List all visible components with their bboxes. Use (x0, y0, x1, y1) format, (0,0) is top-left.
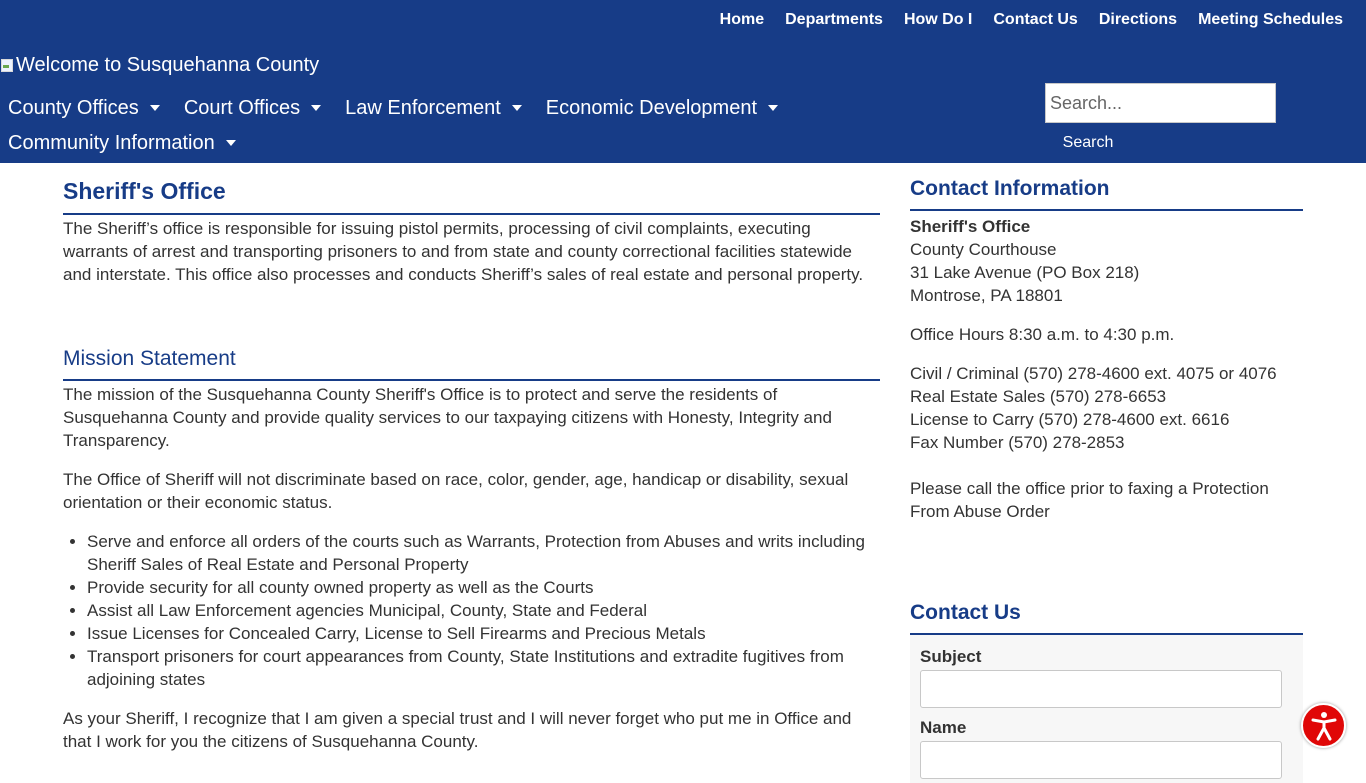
nav-community-information[interactable] (8, 128, 236, 158)
caret-down-icon (150, 105, 160, 111)
address-line: Montrose, PA 18801 (910, 286, 1063, 305)
site-header (0, 0, 1366, 163)
page-title: Sheriff's Office (63, 175, 880, 215)
top-nav-home[interactable]: Home (719, 11, 765, 28)
office-address-block (910, 215, 1303, 307)
subject-label: Subject (920, 647, 982, 666)
phone-line: Fax Number (570) 278-2853 (910, 433, 1125, 452)
office-name: Sheriff's Office (910, 217, 1031, 236)
list-item: • Serve and enforce all orders of the courts such as Warrants, Protection from Abuses and writs including Sheriff Sales of Real Estate and Personal Property (87, 530, 880, 576)
fax-note: Please call the office prior to faxing a Protection From Abuse Order (910, 479, 1269, 521)
phone-line: License to Carry (570) 278-4600 ext. 6616 (910, 410, 1230, 429)
accessibility-button[interactable] (1301, 703, 1346, 748)
caret-down-icon (226, 140, 236, 146)
name-label: Name (920, 718, 967, 737)
closing-paragraph: As your Sheriff, I recognize that I am given a special trust and I will never forget who put me in Office and that I work for you the citizens of Susquehanna County. (63, 709, 852, 751)
main-content (63, 175, 880, 769)
nav-law-enforcement[interactable] (345, 93, 522, 123)
phone-line: Civil / Criminal (570) 278-4600 ext. 4075 or 4076 (910, 364, 1277, 383)
caret-down-icon (311, 105, 321, 111)
intro-paragraph: The Sheriff’s office is responsible for issuing pistol permits, processing of civil complaints, executing warrants of arrest and transporting prisoners to and from state and county correctional facilities statewide and interstate. This office also processes and conducts Sheriff’s sales of real estate and personal property. (63, 219, 864, 284)
nav-label: County Offices (8, 96, 139, 119)
office-hours: Office Hours 8:30 a.m. to 4:30 p.m. (910, 325, 1175, 344)
contact-info-heading: Contact Information (910, 175, 1303, 211)
list-item: • Issue Licenses for Concealed Carry, License to Sell Firearms and Precious Metals (87, 622, 880, 645)
mission-heading: Mission Statement (63, 345, 880, 381)
name-field[interactable] (920, 741, 1282, 779)
nav-label: Economic Development (545, 96, 758, 119)
top-nav (699, 9, 1343, 31)
contact-us-heading: Contact Us (910, 599, 1303, 635)
search-input[interactable] (1045, 83, 1276, 123)
list-item: • Assist all Law Enforcement agencies Municipal, County, State and Federal (87, 599, 880, 622)
top-nav-directions[interactable]: Directions (1098, 11, 1178, 28)
top-nav-contact-us[interactable]: Contact Us (993, 11, 1078, 28)
main-nav (8, 90, 808, 160)
logo-alt-text: Welcome to Susquehanna County (16, 54, 320, 76)
accessibility-person-icon (1311, 711, 1337, 741)
phone-line: Real Estate Sales (570) 278-6653 (910, 387, 1167, 406)
caret-down-icon (512, 105, 522, 111)
nondiscrimination-paragraph: The Office of Sheriff will not discriminate based on race, color, gender, age, handicap or disability, sexual orientation or their economic status. (63, 470, 849, 512)
address-line: County Courthouse (910, 240, 1057, 259)
contact-form (910, 635, 1303, 783)
address-line: 31 Lake Avenue (PO Box 218) (910, 263, 1140, 282)
list-item: • Transport prisoners for court appearances from County, State Institutions and extradite fugitives from adjoining states (87, 645, 880, 691)
broken-image-icon (0, 57, 14, 73)
phone-block (910, 362, 1303, 454)
nav-label: Law Enforcement (345, 96, 501, 119)
subject-field[interactable] (920, 670, 1282, 708)
nav-county-offices[interactable] (8, 93, 160, 123)
duties-list (63, 530, 880, 691)
site-logo[interactable] (0, 53, 319, 77)
nav-economic-development[interactable] (546, 93, 778, 123)
top-nav-how-do-i[interactable]: How Do I (903, 11, 973, 28)
top-nav-departments[interactable]: Departments (785, 11, 883, 28)
caret-down-icon (768, 105, 778, 111)
list-item: • Provide security for all county owned property as well as the Courts (87, 576, 880, 599)
sidebar (910, 175, 1303, 783)
nav-label: Court Offices (183, 96, 301, 119)
nav-label: Community Information (8, 131, 215, 154)
top-nav-meeting-schedules[interactable]: Meeting Schedules (1198, 11, 1343, 28)
mission-paragraph: The mission of the Susquehanna County Sheriff's Office is to protect and serve the residents of Susquehanna County and provide quality services to our taxpaying citizens with Honesty, Integrity and Transparency. (63, 385, 832, 450)
search-button[interactable]: Search (1045, 132, 1131, 154)
nav-court-offices[interactable] (184, 93, 321, 123)
